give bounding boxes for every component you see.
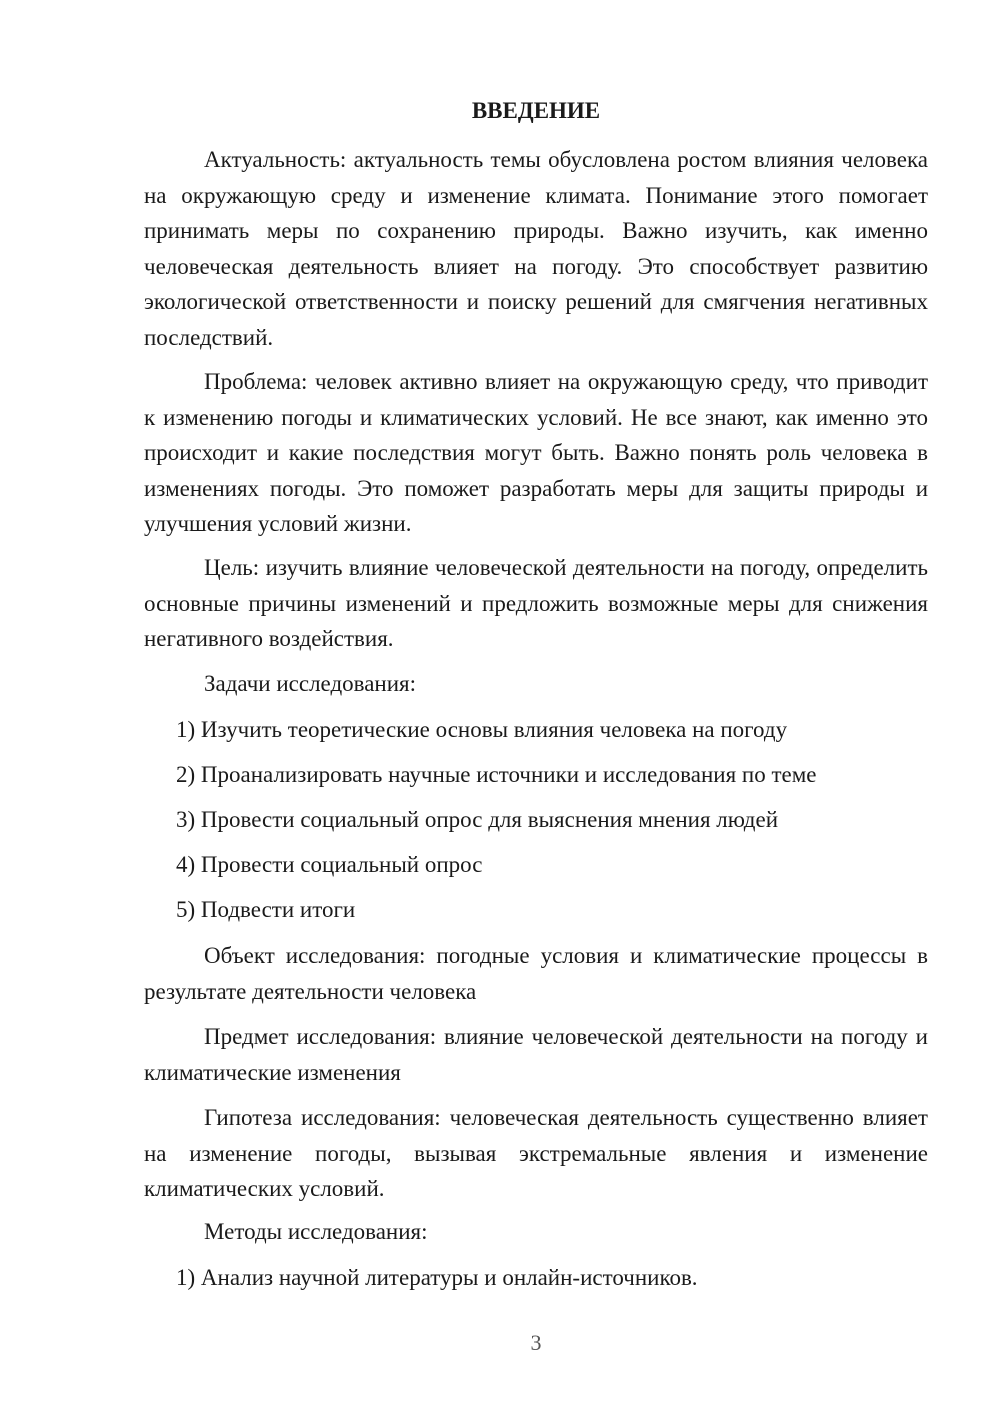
task-item-1: 1) Изучить теоретические основы влияния человека на погоду [176, 717, 788, 742]
section-title: ВВЕДЕНИЕ [471, 98, 601, 123]
hypothesis-paragraph: Гипотеза исследования: человеческая деятельность существенно влияет на изменение погоды, вызывая экстремальные явления и изменение климатических условий. [144, 1105, 928, 1201]
method-item-1: 1) Анализ научной литературы и онлайн-источников. [176, 1265, 698, 1290]
tasks-heading: Задачи исследования: [204, 671, 417, 696]
task-item-5: 5) Подвести итоги [176, 897, 356, 922]
methods-heading: Методы исследования: [204, 1219, 428, 1244]
relevance-paragraph: Актуальность: актуальность темы обусловлена ростом влияния человека на окружающую среду и изменение климата. Понимание этого помогает принимать меры по сохранению природы. Важно изучить, как именно человеческая деятельность влияет на погоду. Это способствует развитию экологической ответственности и поиску решений для смягчения негативных последствий. [144, 147, 928, 350]
task-item-3: 3) Провести социальный опрос для выяснения мнения людей [176, 807, 779, 832]
task-item-4: 4) Провести социальный опрос [176, 852, 483, 877]
problem-paragraph: Проблема: человек активно влияет на окружающую среду, что приводит к изменению погоды и климатических условий. Не все знают, как именно это происходит и какие последствия могут быть. Важно понять роль человека в изменениях погоды. Это поможет разработать меры для защиты природы и улучшения условий жизни. [144, 369, 928, 536]
task-item-2: 2) Проанализировать научные источники и исследования по теме [176, 762, 817, 787]
goal-paragraph: Цель: изучить влияние человеческой деятельности на погоду, определить основные причины изменений и предложить возможные меры для снижения негативного воздействия. [144, 555, 928, 651]
page-number: 3 [530, 1330, 542, 1355]
object-paragraph: Объект исследования: погодные условия и климатические процессы в результате деятельности человека [144, 943, 928, 1004]
subject-paragraph: Предмет исследования: влияние человеческой деятельности на погоду и климатические изменения [144, 1024, 928, 1085]
